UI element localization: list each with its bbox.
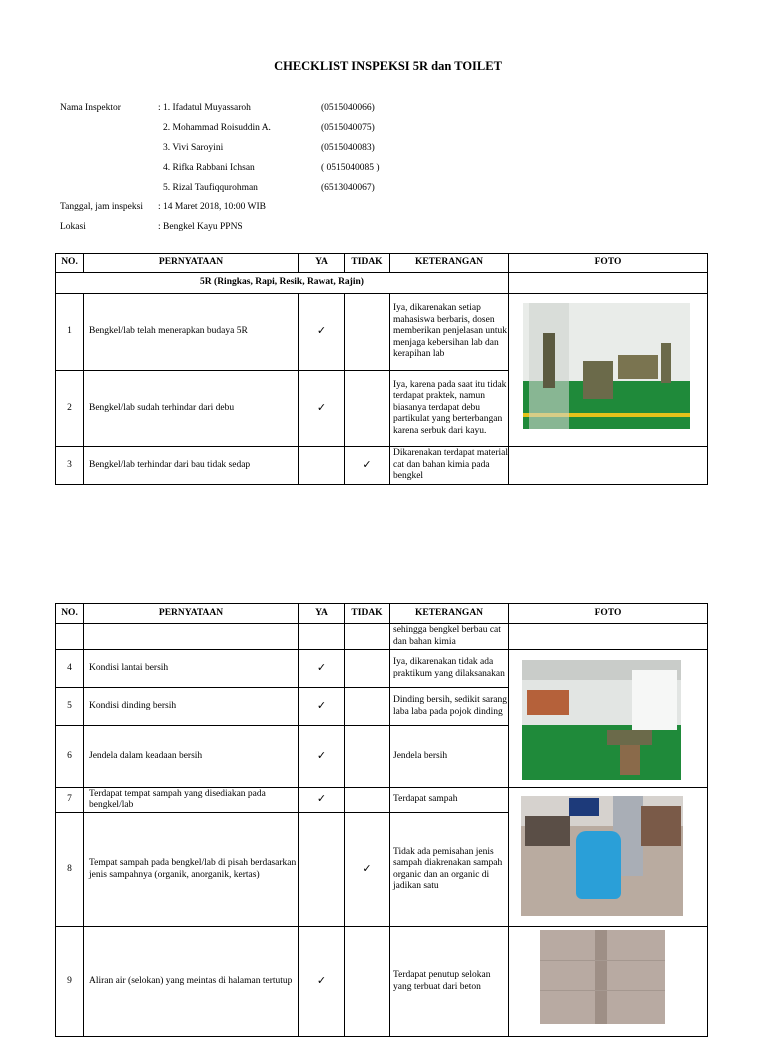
row-no: 5 — [56, 688, 84, 726]
inspector-id: (0515040075) — [321, 123, 375, 133]
row-no: 4 — [56, 650, 84, 688]
row-no: 7 — [56, 788, 84, 813]
row-note: Dinding bersih, sedikit sarang laba laba pada pojok dinding — [390, 688, 509, 726]
row-no-check — [345, 371, 390, 447]
header-statement: PERNYATAAN — [84, 254, 299, 273]
table-row — [56, 447, 708, 485]
workshop-photo-2 — [522, 660, 681, 780]
inspector-id: (6513040067) — [321, 183, 375, 193]
row-yes-check: ✓ — [299, 294, 345, 371]
row-no-check: ✓ — [345, 813, 390, 927]
row-no: 8 — [56, 813, 84, 927]
photo-cell — [509, 624, 708, 650]
row-statement: Kondisi lantai bersih — [84, 650, 299, 688]
header-note: KETERANGAN — [390, 254, 509, 273]
row-yes-check — [299, 447, 345, 485]
row-yes-check: ✓ — [299, 650, 345, 688]
row-no: 1 — [56, 294, 84, 371]
header-no: NO. — [56, 254, 84, 273]
row-statement: Aliran air (selokan) yang meintas di halaman tertutup — [84, 927, 299, 1037]
section-blank-cell — [509, 273, 708, 294]
inspector-name: 4. Rifka Rabbani Ichsan — [163, 163, 255, 173]
row-no: 3 — [56, 447, 84, 485]
row-no-check — [345, 927, 390, 1037]
row-no-check: ✓ — [345, 447, 390, 485]
row-no-check — [345, 650, 390, 688]
header-no: NO. — [56, 604, 84, 624]
inspector-id: ( 0515040085 ) — [321, 163, 380, 173]
row-no-check — [345, 294, 390, 371]
row-note: Tidak ada pemisahan jenis sampah diakrenakan sampah organic dan an organic di jadikan satu — [390, 813, 509, 927]
table-header-row — [56, 604, 708, 624]
row-yes-check: ✓ — [299, 726, 345, 788]
inspector-name: 3. Vivi Saroyini — [163, 143, 224, 153]
row-no-check — [345, 726, 390, 788]
workshop-photo-1 — [523, 303, 690, 429]
row-no-check — [345, 688, 390, 726]
photo-cell — [509, 447, 708, 485]
row-statement: Bengkel/lab telah menerapkan budaya 5R — [84, 294, 299, 371]
row-yes-check: ✓ — [299, 688, 345, 726]
page-title: CHECKLIST INSPEKSI 5R dan TOILET — [274, 59, 502, 73]
row-no-check — [345, 624, 390, 650]
row-note: Terdapat penutup selokan yang terbuat dari beton — [390, 927, 509, 1037]
row-note: Iya, dikarenakan setiap mahasiswa berbaris, dosen memberikan penjelasan untuk menjaga kebersihan lab dan kerapihan lab — [390, 294, 509, 371]
row-no: 6 — [56, 726, 84, 788]
row-yes-check: ✓ — [299, 371, 345, 447]
section-5r-label: 5R (Ringkas, Rapi, Resik, Rawat, Rajin) — [56, 273, 509, 294]
row-statement: Tempat sampah pada bengkel/lab di pisah berdasarkan jenis sampahnya (organik, anorganik, kertas) — [84, 813, 299, 927]
header-photo: FOTO — [509, 604, 708, 624]
table-row — [56, 624, 708, 650]
header-no-check: TIDAK — [345, 254, 390, 273]
header-note: KETERANGAN — [390, 604, 509, 624]
table-header-row — [56, 254, 708, 273]
row-yes-check — [299, 813, 345, 927]
row-statement: Kondisi dinding bersih — [84, 688, 299, 726]
inspector-name: 5. Rizal Taufiqqurohman — [163, 183, 258, 193]
row-note: Dikarenakan terdapat material cat dan bahan kimia pada bengkel — [390, 447, 509, 485]
row-yes-check — [299, 624, 345, 650]
inspector-name: : 1. Ifadatul Muyassaroh — [158, 103, 251, 113]
trash-bin-photo — [521, 796, 683, 916]
inspector-label: Nama Inspektor — [60, 103, 121, 113]
header-no-check: TIDAK — [345, 604, 390, 624]
row-no: 9 — [56, 927, 84, 1037]
header-yes: YA — [299, 604, 345, 624]
row-note: sehingga bengkel berbau cat dan bahan kimia — [390, 624, 509, 650]
row-statement: Bengkel/lab sudah terhindar dari debu — [84, 371, 299, 447]
header-yes: YA — [299, 254, 345, 273]
date-value: : 14 Maret 2018, 10:00 WIB — [158, 202, 267, 212]
row-no — [56, 624, 84, 650]
row-statement: Bengkel/lab terhindar dari bau tidak sedap — [84, 447, 299, 485]
inspector-name: 2. Mohammad Roisuddin A. — [163, 123, 271, 133]
drainage-photo — [540, 930, 665, 1024]
row-note: Iya, karena pada saat itu tidak terdapat praktek, namun biasanya terdapat debu partikulat yang berterbangan karena serbuk dari kayu. — [390, 371, 509, 447]
row-no-check — [345, 788, 390, 813]
location-label: Lokasi — [60, 222, 86, 232]
row-statement: Jendela dalam keadaan bersih — [84, 726, 299, 788]
row-yes-check: ✓ — [299, 927, 345, 1037]
row-no: 2 — [56, 371, 84, 447]
row-note: Terdapat sampah — [390, 788, 509, 813]
row-statement — [84, 624, 299, 650]
location-value: : Bengkel Kayu PPNS — [158, 222, 243, 232]
inspector-id: (0515040083) — [321, 143, 375, 153]
row-statement: Terdapat tempat sampah yang disediakan pada bengkel/lab — [84, 788, 299, 813]
date-label: Tanggal, jam inspeksi — [60, 202, 143, 212]
inspector-id: (0515040066) — [321, 103, 375, 113]
row-note: Jendela bersih — [390, 726, 509, 788]
header-photo: FOTO — [509, 254, 708, 273]
row-yes-check: ✓ — [299, 788, 345, 813]
section-row — [56, 273, 708, 294]
row-note: Iya, dikarenakan tidak ada praktikum yang dilaksanakan — [390, 650, 509, 688]
header-statement: PERNYATAAN — [84, 604, 299, 624]
